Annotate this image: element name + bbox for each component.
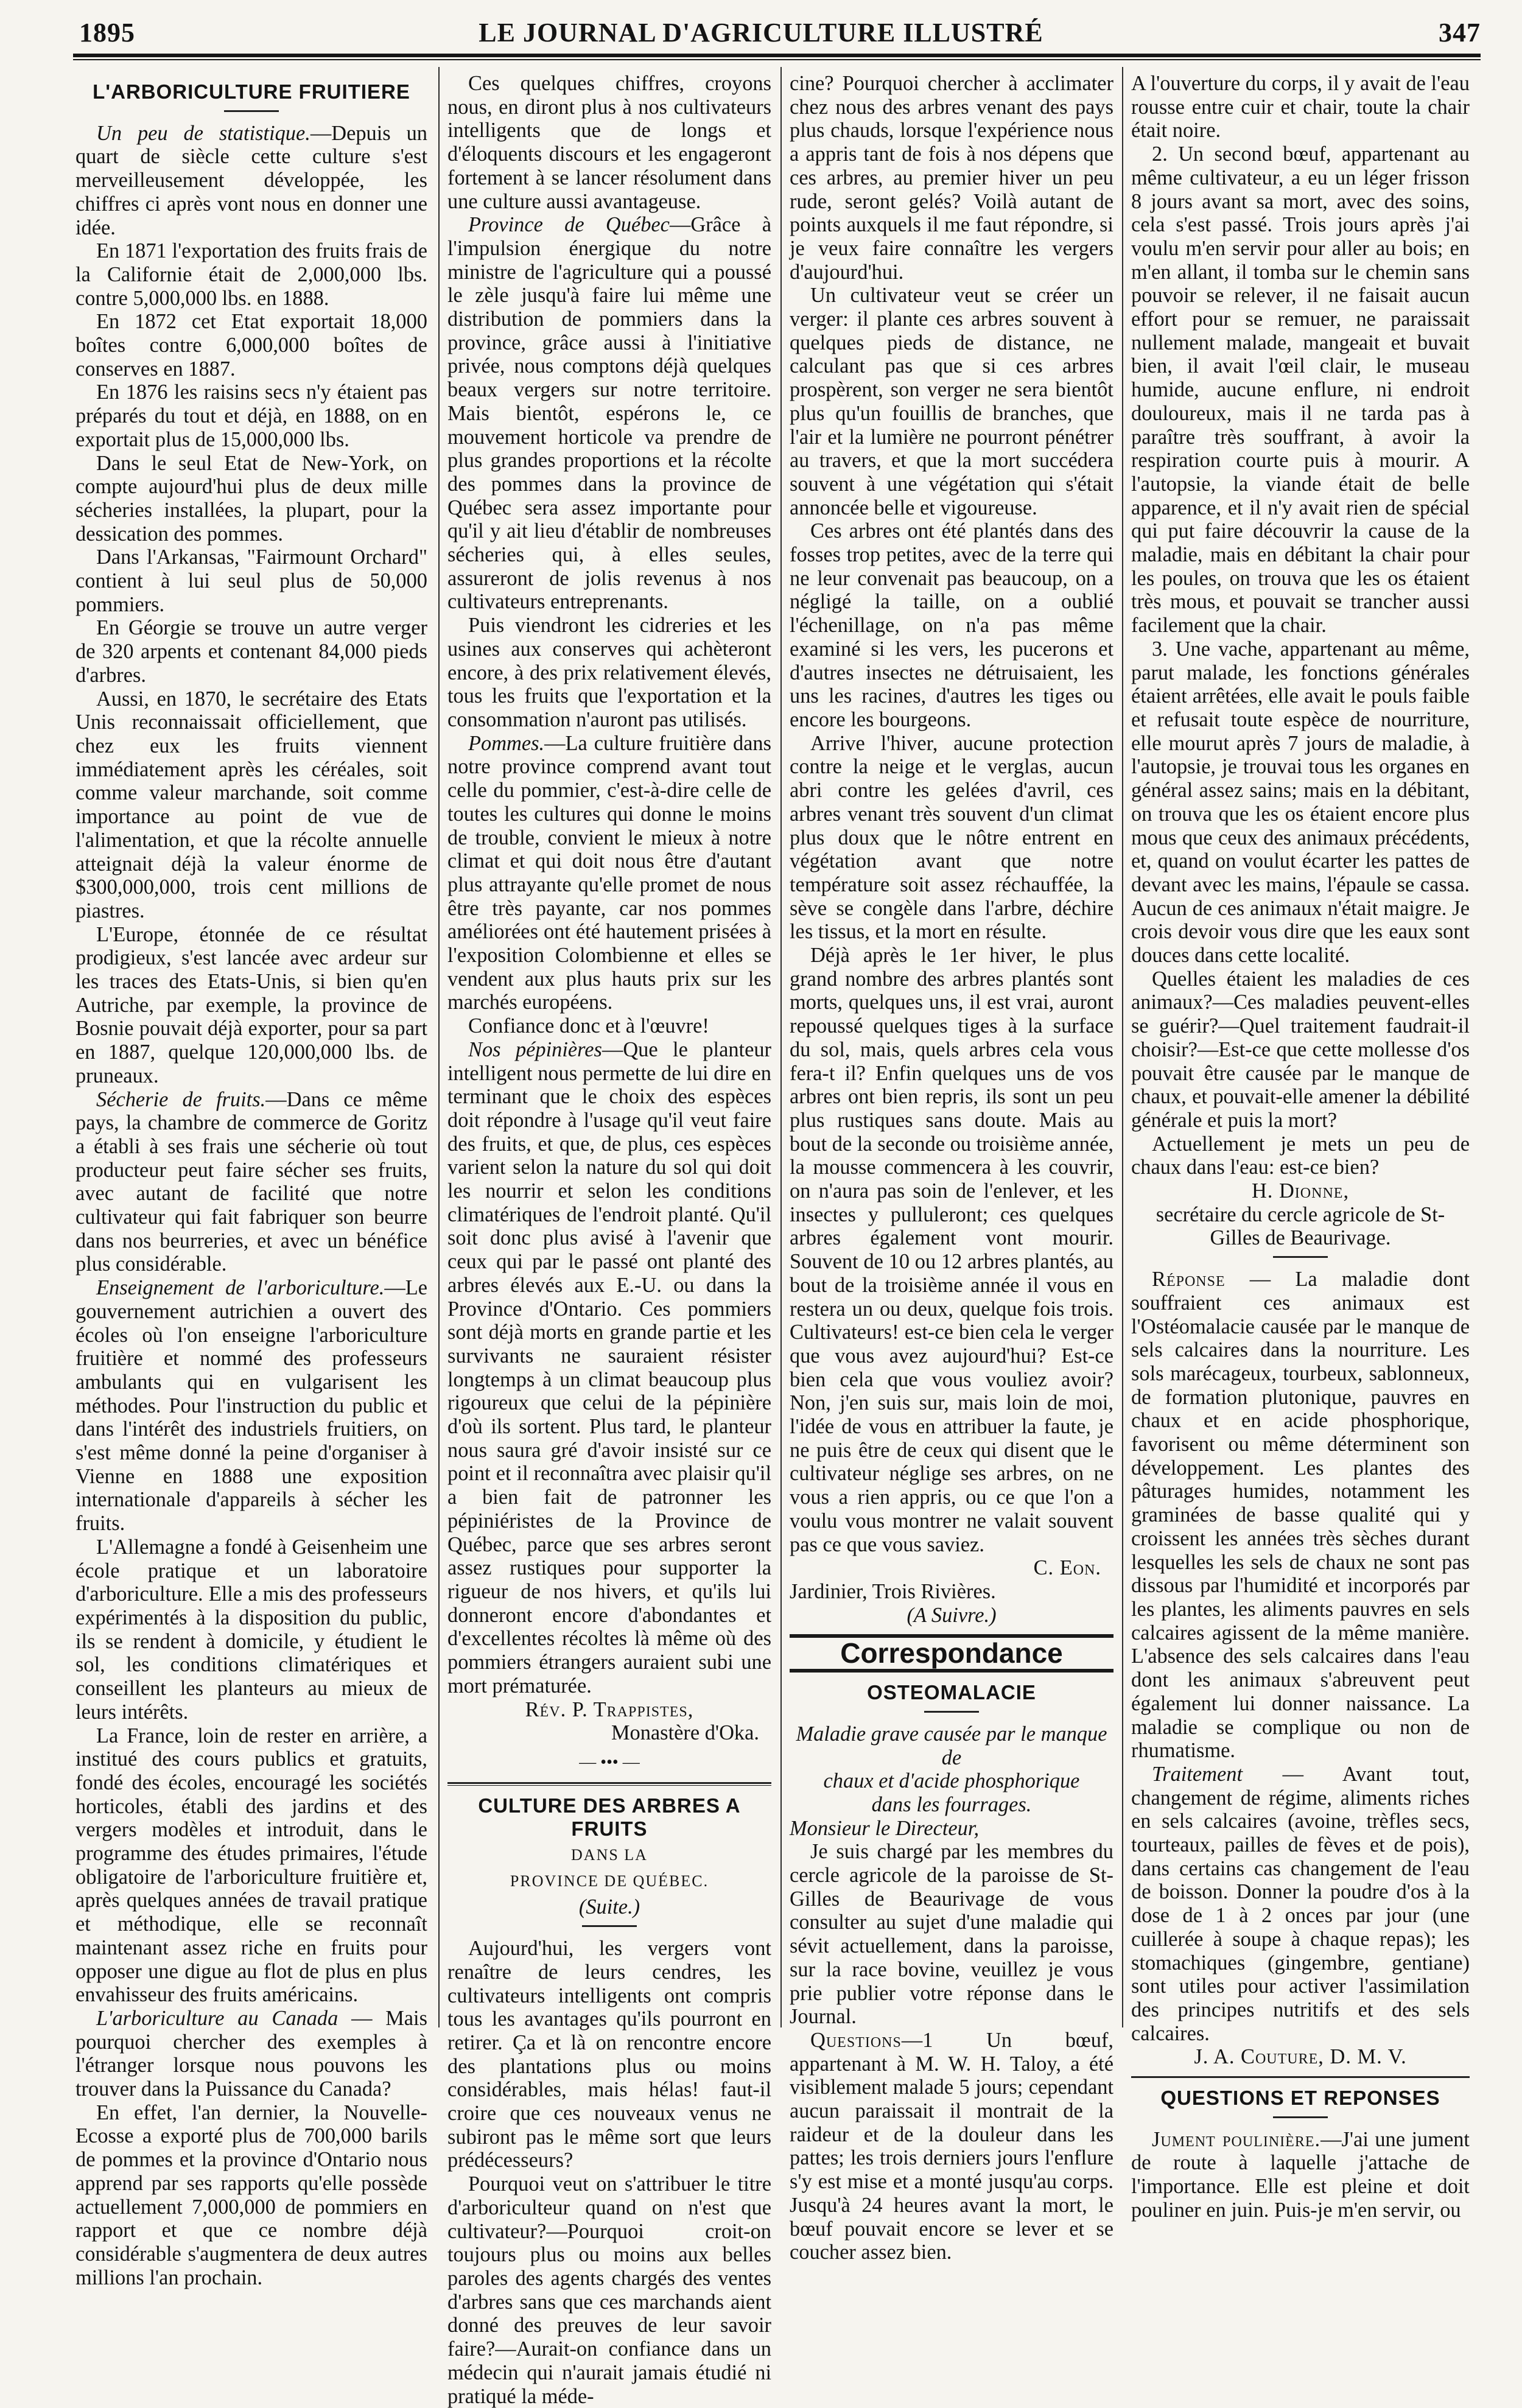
to-be-continued: (A Suivre.) bbox=[907, 1603, 997, 1627]
signature-title: secrétaire du cercle agricole de St-Gilles de Beaurivage. bbox=[1156, 1202, 1445, 1250]
paragraph: En Géorgie se trouve un autre verger de 320 arpents et contenant 84,000 pieds d'arbres. bbox=[75, 616, 427, 687]
paragraph: Aussi, en 1870, le secrétaire des Etats Unis reconnaissait officiellement, que chez eux les fruits viennent immédiatement après les céréales, soit comme valeur marchande, soit comme importance au point de vue de l'alimentation, et que la récolte annuelle atteignait déjà la valeur énorme de $300,000,000, trois cent millions de piastres. bbox=[75, 687, 427, 922]
paragraph: Province de Québec—Grâce à l'impulsion énergique du notre ministre de l'agriculture qui a poussé le zèle jusqu'à faire lui même une distribution de pommiers dans la province, grâce aussi à l'initiative privée, nous comptons déjà quelques beaux vergers sur notre territoire. Mais bientôt, espérons le, ce mouvement horticole va prendre de plus grandes proportions et la récolte des pommes dans la province de Québec sera assez importante pour qu'il y ait lieu d'établir de nombreuses sécheries qui, à elles seules, assureront de jolis revenus à nos cultivateurs entreprenants. bbox=[447, 213, 771, 614]
paragraph: Enseignement de l'arboriculture.—Le gouvernement autrichien a ouvert des écoles où l'on enseigne l'arboriculture fruitière et nommé des professeurs ambulants qui en vulgarisent les méthodes. Pour l'instruction du public et dans l'intérêt des industriels fruitiers, on s'est même donné la peine d'organiser à Vienne en 1888 une exposition internationale d'appareils à sécher les fruits. bbox=[75, 1276, 427, 1536]
subtitle: PROVINCE DE QUÉBEC. bbox=[510, 1872, 709, 1890]
paragraph: Dans le seul Etat de New-York, on compte aujourd'hui plus de deux mille sécheries installées, la plupart, pour la dessication des pommes. bbox=[75, 451, 427, 546]
column-2 bbox=[447, 72, 771, 2408]
salutation: Monsieur le Directeur, bbox=[790, 1816, 980, 1840]
paragraph: En 1871 l'exportation des fruits frais de la Californie était de 2,000,000 lbs. contre 5,000,000 lbs. en 1888. bbox=[75, 239, 427, 310]
paragraph: En 1872 cet Etat exportait 18,000 boîtes contre 6,000,000 boîtes de conserves en 1887. bbox=[75, 310, 427, 381]
paragraph: Aujourd'hui, les vergers vont renaître de leurs cendres, les cultivateurs intelligents ont compris tous les avantages qu'ils pourront en retirer. Ça et là on rencontre encore des plantations plus ou moins considérables, mais hélas! faut-il croire que ces nouveaux venus ne subiront pas le même sort que leurs prédécesseurs? bbox=[447, 1937, 771, 2172]
subtitle: DANS LA bbox=[571, 1846, 648, 1864]
paragraph: A l'ouverture du corps, il y avait de l'eau rousse entre cuir et chair, toute la chair était noire. bbox=[1131, 72, 1470, 142]
subtitle: dans les fourrages. bbox=[871, 1792, 1032, 1816]
paragraph: 2. Un second bœuf, appartenant au même cultivateur, a eu un léger frisson 8 jours avant sa mort, avec des soins, cela s'est passé. Trois jours après j'ai voulu m'en servir pour aller au bois; en m'en allant, il tomba sur le chemin sans pouvoir se relever, il ne faisait aucun effort pour se remuer, ne paraissait nullement malade, mangeait et buvait bien, il avait l'œil clair, le museau humide, aucune enflure, ni endroit douloureux, mais il ne tarda pas à paraître très souffrant, à avoir la respiration courte puis à mourir. A l'autopsie, la viande était de belle apparence, et il n'y avait rien de spécial qui put faire découvrir la cause de la maladie, mais en débitant la chair pour les poules, on trouva que les os étaient très mous, et pouvait se trancher aussi facilement que la chair. bbox=[1131, 142, 1470, 637]
page-header bbox=[0, 17, 1522, 54]
section-heading: Correspondance bbox=[790, 1634, 1113, 1673]
paragraph: Pommes.—La culture fruitière dans notre province comprend avant tout celle du pommier, c'est-à-dire celle de toutes les cultures qui donne le moins de trouble, convient le mieux à notre climat et qui doit nous être d'autant plus attrayante qu'elle promet de nous être très payante, car nos pommes améliorées ont été hautement prisées à l'exposition Colombienne et elles se vendent aux plus hauts prix sur les marchés européens. bbox=[447, 731, 771, 1014]
signature: H. Dionne, bbox=[1251, 1179, 1350, 1203]
paragraph: Un peu de statistique.—Depuis un quart de siècle cette culture s'est merveilleusement développée, les chiffres ci après vont nous en donner une idée. bbox=[75, 121, 427, 239]
header-journal-title: LE JOURNAL D'AGRICULTURE ILLUSTRÉ bbox=[479, 18, 1043, 47]
paragraph: L'arboriculture au Canada — Mais pourquoi chercher des exemples à l'étranger lorsque nous pouvons les trouver dans la Puissance du Canada? bbox=[75, 2006, 427, 2101]
paragraph: Traitement — Avant tout, changement de régime, aliments riches en sels calcaires (avoine, trèfles secs, tourteaux, pailles de fèves et de pois), dans certains cas changement de l'eau de boisson. Donner la poudre d'os à la dose de 1 à 2 onces par jour (une cuillerée à soupe à chaque repas); les stomachiques (gingembre, gentiane) sont utiles pour activer l'assimilation des principes nutritifs et des sels calcaires. bbox=[1131, 1762, 1470, 2045]
suite-label: (Suite.) bbox=[578, 1895, 640, 1919]
rule bbox=[1131, 2076, 1470, 2078]
column-1 bbox=[75, 72, 427, 2289]
header-page-number: 347 bbox=[1439, 18, 1481, 47]
paragraph: 3. Une vache, appartenant au même, parut malade, les fonctions générales étaient arrêtées, elle avait le pouls faible et refusait toute espèce de nourriture, elle mourut après 7 jours de maladie, à l'autopsie, je trouvai tous les organes en général assez sains; mais en la débitant, on trouva que les os étaient encore plus mous que ceux des animaux précédents, et, quand on voulut écarter les pattes de devant avec les mains, l'épaule se cassa. Aucun de ces animaux n'était maigre. Je crois devoir vous dire que les eaux sont douces dans cette localité. bbox=[1131, 637, 1470, 967]
paragraph: Un cultivateur veut se créer un verger: il plante ces arbres souvent à quelques pieds de distance, ne calculant pas que si ces arbres prospèrent, son verger ne sera bientôt plus qu'un fouillis de branches, que l'air et la lumière ne pourront pénétrer au travers, et que la mort succédera souvent à une végétation qui s'était annoncée belle et vigoureuse. bbox=[790, 284, 1113, 519]
column-divider bbox=[1122, 67, 1123, 2027]
header-rule bbox=[73, 54, 1481, 57]
paragraph: L'Allemagne a fondé à Geisenheim une école pratique et un laboratoire d'arboriculture. Elle a mis des professeurs expérimentés à la disposition du public, ils se rendent à domicile, y étudient le sol, les conditions climatériques et conseillent les planteurs au mieux de leurs intérêts. bbox=[75, 1535, 427, 1724]
title-rule bbox=[224, 110, 279, 112]
title-rule bbox=[1273, 2116, 1328, 2118]
column-3 bbox=[790, 72, 1113, 2264]
paragraph: Ces quelques chiffres, croyons nous, en diront plus à nos cultivateurs intelligents que de longs et d'éloquents discours et les engageront fortement à se lancer résolument dans une culture aussi avantageuse. bbox=[447, 72, 771, 213]
column-4 bbox=[1131, 72, 1470, 2222]
rule bbox=[447, 1785, 771, 1786]
section-divider: — ••• — bbox=[579, 1752, 640, 1772]
paragraph: Jument poulinière.—J'ai une jument de route à laquelle j'attache de l'importance. Elle est pleine et doit pouliner en juin. Puis-je m'en servir, ou bbox=[1131, 2127, 1470, 2222]
paragraph: Confiance donc et à l'œuvre! bbox=[468, 1014, 709, 1038]
rule bbox=[447, 1782, 771, 1784]
signature: Rév. P. Trappistes, bbox=[525, 1697, 694, 1721]
paragraph: Réponse — La maladie dont souffraient ces animaux est l'Ostéomalacie causée par le manque de sels calcaires dans la nourriture. Les sols marécageux, tourbeux, sablonneux, de formation plutonique, pauvres en chaux et en acide phosphorique, favorisent ou même déterminent son développement. Les plantes des pâturages humides, notamment les graminées de basse qualité qui y croissent les années très sèches durant lesquelles les sels de chaux ne sont pas dissous par l'humidité et incorporés par les plantes, les aliments pauvres en sels calcaires agissent de la même manière. L'absence des sels calcaires dans l'eau dont les animaux s'abreuvent peut également lui donner naissance. La maladie se complique ou non de rhumatisme. bbox=[1131, 1268, 1470, 1763]
paragraph: En effet, l'an dernier, la Nouvelle-Ecosse a exporté plus de 700,000 barils de pommes et la province d'Ontario nous apprend par ses rapports qu'elle possède actuellement 7,000,000 de pommiers en rapport et que ce nombre déjà considérable s'augmentera de deux autres millions l'an prochain. bbox=[75, 2101, 427, 2289]
signature: J. A. Couture, D. M. V. bbox=[1194, 2045, 1407, 2069]
paragraph: Nos pépinières—Que le planteur intelligent nous permette de lui dire en terminant que le choix des espèces doit répondre à l'usage qu'il veut faire des fruits, et que, de plus, ces espèces varient selon la nature du sol qui doit les nourrir et selon les conditions climatériques de l'endroit planté. Qu'il soit donc plus avisé à l'avenir que ceux qui par le passé ont planté des arbres élevés aux E.-U. ou dans la Province d'Ontario. Ces pommiers sont déjà morts en grande partie et les survivants ne sauraient résister longtemps à un climat beaucoup plus rigoureux que celui de la pépinière d'où ils sortent. Plus tard, le planteur nous saura gré d'avoir insisté sur ce point et il reconnaîtra avec plaisir qu'il a bien fait de patronner les pépiniéristes de la Province de Québec, parce que ses arbres seront assez rustiques pour supporter la rigueur de nos hivers, et qu'ils lui donneront encore d'abondantes et d'excellentes récoltes là même où des pommiers étrangers auraient subi une mort prématurée. bbox=[447, 1037, 771, 1697]
rule bbox=[1273, 1256, 1328, 1258]
article-title: CULTURE DES ARBRES A FRUITS bbox=[478, 1794, 741, 1841]
header-year: 1895 bbox=[79, 18, 135, 47]
paragraph: Questions—1 Un bœuf, appartenant à M. W. H. Taloy, a été visiblement malade 5 jours; cependant aucun paraissait il montrait de la raideur et de la douleur dans les pattes; les trois derniers jours l'enflure s'y est mise et a monté jusqu'au corps. Jusqu'à 24 heures avant la mort, le bœuf pouvait encore se lever et se coucher assez bien. bbox=[790, 2028, 1113, 2264]
paragraph: Puis viendront les cidreries et les usines aux conserves qui achèteront encore, à des prix relativement élevés, tous les fruits que l'exportation et la consommation n'auront pas utilisés. bbox=[447, 614, 771, 731]
title-rule bbox=[582, 1925, 637, 1927]
paragraph: La France, loin de rester en arrière, a institué des cours publics et gratuits, fondé des écoles, encouragé les sociétés horticoles, établi des jardins et des vergers modèles et introduit, dans le programme des études primaires, l'étude obligatoire de l'arboriculture fruitière et, après quelques années de travail pratique et méthodique, elle se reconnaît maintenant assez riche en fruits pour opposer une digue au flot de plus en plus envahisseur des fruits américains. bbox=[75, 1724, 427, 2007]
paragraph: Actuellement je mets un peu de chaux dans l'eau: est-ce bien? bbox=[1131, 1132, 1470, 1179]
paragraph: Arrive l'hiver, aucune protection contre la neige et le verglas, aucun abri contre les gelées d'avril, ces arbres venant très souvent d'un climat plus doux que le nôtre entrent en végétation avant que notre température soit assez réchauffée, la sève se congèle dans l'arbre, déchire les tissus, et la mort en résulte. bbox=[790, 731, 1113, 944]
article-title: L'ARBORICULTURE FRUITIERE bbox=[93, 80, 410, 103]
subtitle: Maladie grave causée par le manque de bbox=[796, 1722, 1107, 1769]
paragraph: En 1876 les raisins secs n'y étaient pas préparés du tout et déjà, en 1888, on en exportait plus de 15,000,000 lbs. bbox=[75, 381, 427, 451]
signature-place: Monastère d'Oka. bbox=[611, 1721, 759, 1745]
article-title: OSTEOMALACIE bbox=[867, 1681, 1036, 1704]
column-divider bbox=[438, 67, 440, 2027]
paragraph: cine? Pourquoi chercher à acclimater chez nous des arbres venant des pays plus chauds, lorsque l'expérience nous a appris tant de fois à nos dépens que ces arbres, au premier hiver un peu rude, seront gelés? Voilà autant de points auxquels il me faut répondre, si je veux faire connaître les vergers d'aujourd'hui. bbox=[790, 72, 1113, 284]
paragraph: Dans l'Arkansas, "Fairmount Orchard" contient à lui seul plus de 50,000 pommiers. bbox=[75, 546, 427, 616]
subtitle: chaux et d'acide phosphorique bbox=[823, 1769, 1080, 1793]
paragraph: Ces arbres ont été plantés dans des fosses trop petites, avec de la terre qui ne leur convenait pas beaucoup, on a négligé la taille, on a oublié l'échenillage, on n'a pas même examiné si les vers, les pucerons et d'autres insectes ne détruisaient, les uns les racines, d'autres les tiges ou encore les bourgeons. bbox=[790, 519, 1113, 731]
paragraph: L'Europe, étonnée de ce résultat prodigieux, s'est lancée avec ardeur sur les traces des Etats-Unis, si bien qu'en Autriche, par exemple, la province de Bosnie pouvait déjà exporter, pour sa part en 1887, quelque 120,000,000 lbs. de pruneaux. bbox=[75, 922, 427, 1087]
article-title: QUESTIONS ET REPONSES bbox=[1160, 2087, 1440, 2110]
paragraph: Sécherie de fruits.—Dans ce même pays, la chambre de commerce de Goritz a établi à ses frais une sécherie où tout producteur peut faire sécher ses fruits, avec autant de facilité que notre cultivateur qui fait fabriquer son beurre dans nos beurreries, et avec un bénéfice plus considérable. bbox=[75, 1087, 427, 1276]
title-rule bbox=[924, 1711, 979, 1713]
paragraph: Je suis chargé par les membres du cercle agricole de la paroisse de St-Gilles de Beaurivage de vous consulter au sujet d'une maladie qui sévit actuellement, dans la paroisse, sur la race bovine, veuillez je vous prie publier votre réponse dans le Journal. bbox=[790, 1840, 1113, 2029]
column-divider bbox=[780, 67, 782, 2027]
paragraph: Pourquoi veut on s'attribuer le titre d'arboriculteur quand on n'est que cultivateur?—Pourquoi croit-on toujours plus ou moins aux belles paroles des agents chargés des ventes d'arbres sans que ces marchands aient donné des preuves de leur savoir faire?—Aurait-on confiance dans un médecin qui n'aurait jamais étudié ni pratiqué la méde- bbox=[447, 2172, 771, 2408]
paragraph: Quelles étaient les maladies de ces animaux?—Ces maladies peuvent-elles se guérir?—Quel traitement faudrait-il choisir?—Est-ce que cette mollesse d'os pouvait être causée par le manque de chaux, et pouvait-elle amener la débilité générale et puis la mort? bbox=[1131, 967, 1470, 1132]
signature-place: Jardinier, Trois Rivières. bbox=[790, 1580, 996, 1603]
paragraph: Déjà après le 1er hiver, le plus grand nombre des arbres plantés sont morts, quelques uns, il est vrai, auront repoussé quelques tiges à la surface du sol, mais, quels arbres cela vous fera-t il? Enfin quelques uns de vos arbres ont bien repris, ils sont un peu plus rustiques sans doute. Mais au bout de la seconde ou troisième année, la mousse commencera à les couvrir, on n'aura pas soin de l'enlever, et les insectes y pulluleront; ces quelques arbres également vont mourir. Souvent de 10 ou 12 arbres plantés, au bout de la troisième année il vous en restera un ou deux, quelque fois trois. Cultivateurs! est-ce bien cela le verger que vous avez aujourd'hui? Est-ce bien cela que vous vouliez avoir? Non, j'en suis sur, mais loin de moi, l'idée de vous en attribuer la faute, je ne puis être de ceux qui disent que le cultivateur néglige ses arbres, on ne vous a rien appris, ou ce que l'on a voulu vous montrer ne valait souvent pas ce que vous saviez. bbox=[790, 944, 1113, 1556]
signature: C. Eon. bbox=[1033, 1556, 1101, 1580]
header-rule-thin bbox=[73, 59, 1481, 60]
